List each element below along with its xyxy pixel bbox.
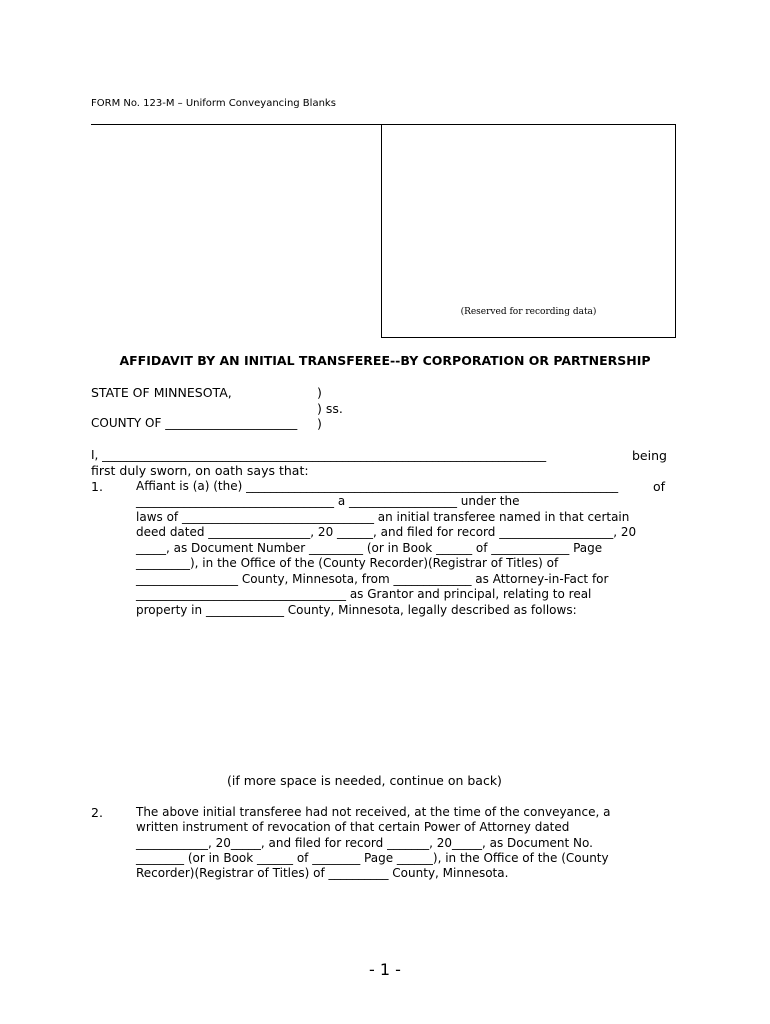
venue-county: COUNTY OF ______________________ <box>91 416 298 430</box>
venue-ss: ) ss. <box>317 401 343 416</box>
recording-data-caption: (Reserved for recording data) <box>460 307 597 317</box>
header-rule <box>91 124 382 125</box>
paragraph-2-line-2: written instrument of revocation of that certain Power of Attorney dated <box>136 820 570 834</box>
paragraph-1-line-7: _________________ County, Minnesota, from _____________ as Attorney-in-Fact for <box>136 572 609 586</box>
venue-state: STATE OF MINNESOTA, <box>91 385 232 400</box>
page-number: - 1 - <box>369 960 401 979</box>
paragraph-1-line-9: property in _____________ County, Minnesota, legally described as follows: <box>136 603 577 617</box>
paragraph-2-line-4: ________ (or in Book ______ of ________ Page ______), in the Office of the (County <box>136 851 609 865</box>
paragraph-1-line-2: _________________________________ a __________________ under the <box>136 494 520 508</box>
venue-paren-3: ) <box>317 416 322 431</box>
paragraph-1-line-3: laws of ________________________________ an initial transferee named in that certain <box>136 510 630 524</box>
document-title: AFFIDAVIT BY AN INITIAL TRANSFEREE--BY CORPORATION OR PARTNERSHIP <box>119 353 651 368</box>
recording-data-box <box>381 124 676 338</box>
venue-paren-1: ) <box>317 385 322 400</box>
paragraph-1-line-8: ___________________________________ as Grantor and principal, relating to real <box>136 587 592 601</box>
form-number: FORM No. 123-M – Uniform Conveyancing Blanks <box>91 98 336 109</box>
paragraph-1-line-5: _____, as Document Number _________ (or in Book ______ of _____________ Page <box>136 541 603 555</box>
paragraph-1-line-1: Affiant is (a) (the) ______________________________________________________________ <box>136 479 619 493</box>
paragraph-1-number: 1. <box>91 479 103 494</box>
paragraph-2-number: 2. <box>91 805 103 820</box>
paragraph-1-line-6: _________), in the Office of the (County Recorder)(Registrar of Titles) of <box>136 556 559 570</box>
paragraph-2-line-5: Recorder)(Registrar of Titles) of __________ County, Minnesota. <box>136 866 509 880</box>
intro-being: being <box>632 448 667 463</box>
paragraph-2-line-3: ____________, 20_____, and filed for record _______, 20_____, as Document No. <box>136 836 593 850</box>
continue-note: (if more space is needed, continue on back) <box>227 773 502 788</box>
paragraph-1-of: of <box>653 479 666 494</box>
affiant-name-line: I, __________________________________________________________________________ <box>91 448 547 462</box>
intro-sworn: first duly sworn, on oath says that: <box>91 463 309 478</box>
paragraph-2-line-1: The above initial transferee had not received, at the time of the conveyance, a <box>136 805 611 819</box>
paragraph-1-line-4: deed dated _________________, 20 ______, and filed for record ___________________, 20 <box>136 525 637 539</box>
